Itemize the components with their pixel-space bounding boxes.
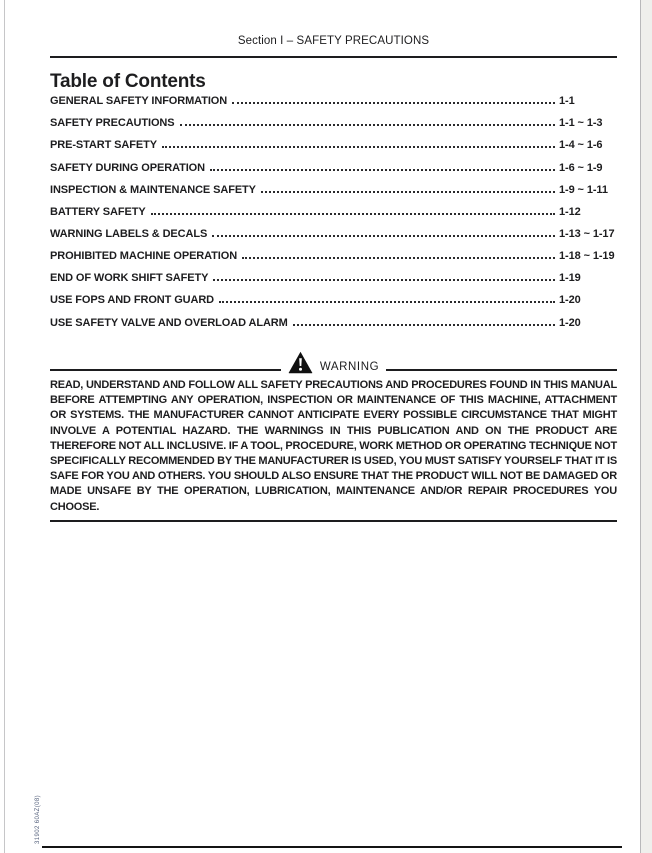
toc-entry-pages: 1-18 ~ 1-19 — [559, 250, 615, 263]
toc-row — [50, 107, 617, 129]
toc-row — [50, 284, 617, 306]
warning-label: WARNING — [319, 361, 380, 373]
header-rule — [50, 56, 617, 58]
warning-body-text: READ, UNDERSTAND AND FOLLOW ALL SAFETY PRECAUTIONS AND PROCEDURES FOUND IN THIS MANUAL BEFORE ATTEMPTING ANY OPERATION, INSPECTION OR MAINTENANCE OF THIS MACHINE, ATTACHMENT OR SYSTEMS. THE MANUFACTURER CANNOT ANTICIPATE EVERY POSSIBLE CIRCUMSTANCE THAT MIGHT INVOLVE A POTENTIAL HAZARD. THE WARNINGS IN THIS PUBLICATION AND ON THE PRODUCT ARE THEREFORE NOT ALL INCLUSIVE. IF A TOOL, PROCEDURE, WORK METHOD OR OPERATING TECHNIQUE NOT SPECIFICALLY RECOMMENDED BY THE MANUFACTURER IS USED, YOU MUST SATISFY YOURSELF THAT IT IS SAFE FOR YOU AND OTHERS. YOU SHOULD ALSO ENSURE THAT THE PRODUCT WILL NOT BE DAMAGED OR MADE UNSAFE BY THE OPERATION, LUBRICATION, MAINTENANCE AND/OR REPAIR PROCEDURES YOU CHOOSE. — [50, 379, 617, 513]
toc-leader-dots — [293, 324, 555, 326]
toc-entry-pages: 1-19 — [559, 272, 581, 285]
toc-leader-dots — [261, 191, 555, 193]
toc-entry-pages: 1-20 — [559, 294, 581, 307]
toc-leader-dots — [180, 124, 555, 126]
toc-leader-dots — [213, 279, 555, 281]
page-title: Table of Contents — [50, 71, 206, 92]
toc-row — [50, 174, 617, 196]
toc-entry-label: PRE-START SAFETY — [50, 139, 157, 152]
toc-entry-pages: 1-1 ~ 1-3 — [559, 117, 603, 130]
toc-row — [50, 262, 617, 284]
toc-entry-label: SAFETY PRECAUTIONS — [50, 117, 175, 130]
toc-entry-pages: 1-20 — [559, 316, 581, 329]
table-of-contents — [50, 85, 617, 329]
toc-leader-dots — [242, 257, 555, 259]
page-right-edge — [640, 0, 652, 853]
warning-rule-left — [50, 369, 281, 371]
toc-entry-pages: 1-13 ~ 1-17 — [559, 227, 615, 240]
warning-triangle-icon — [288, 351, 313, 374]
toc-row — [50, 151, 617, 173]
toc-entry-pages: 1-4 ~ 1-6 — [559, 139, 603, 152]
toc-entry-label: END OF WORK SHIFT SAFETY — [50, 272, 209, 285]
toc-entry-label: WARNING LABELS & DECALS — [50, 227, 208, 240]
toc-leader-dots — [162, 146, 555, 148]
toc-row — [50, 129, 617, 151]
toc-leader-dots — [219, 301, 555, 303]
toc-row — [50, 196, 617, 218]
toc-entry-label: USE FOPS AND FRONT GUARD — [50, 294, 215, 307]
toc-leader-dots — [151, 213, 555, 215]
warning-heading — [50, 350, 617, 374]
toc-row — [50, 306, 617, 328]
toc-leader-dots — [210, 169, 555, 171]
warning-rule-bottom — [50, 520, 617, 522]
toc-row — [50, 240, 617, 262]
toc-leader-dots — [232, 102, 555, 104]
toc-entry-pages: 1-12 — [559, 205, 581, 218]
warning-rule-right — [386, 369, 617, 371]
toc-entry-label: BATTERY SAFETY — [50, 205, 146, 218]
toc-entry-label: GENERAL SAFETY INFORMATION — [50, 95, 228, 108]
toc-entry-label: INSPECTION & MAINTENANCE SAFETY — [50, 183, 256, 196]
toc-entry-label: USE SAFETY VALVE AND OVERLOAD ALARM — [50, 316, 288, 329]
toc-leader-dots — [212, 235, 555, 237]
toc-entry-pages: 1-1 — [559, 95, 575, 108]
toc-row — [50, 85, 617, 107]
toc-row — [50, 218, 617, 240]
toc-entry-label: SAFETY DURING OPERATION — [50, 161, 205, 174]
footer-rule — [42, 846, 622, 848]
toc-entry-pages: 1-6 ~ 1-9 — [559, 161, 603, 174]
page-left-edge-line — [4, 0, 5, 853]
side-print-code: 31902 60AZ(08) — [35, 795, 41, 844]
toc-entry-label: PROHIBITED MACHINE OPERATION — [50, 250, 238, 263]
toc-entry-pages: 1-9 ~ 1-11 — [559, 183, 608, 196]
running-header: Section I – SAFETY PRECAUTIONS — [237, 35, 430, 47]
